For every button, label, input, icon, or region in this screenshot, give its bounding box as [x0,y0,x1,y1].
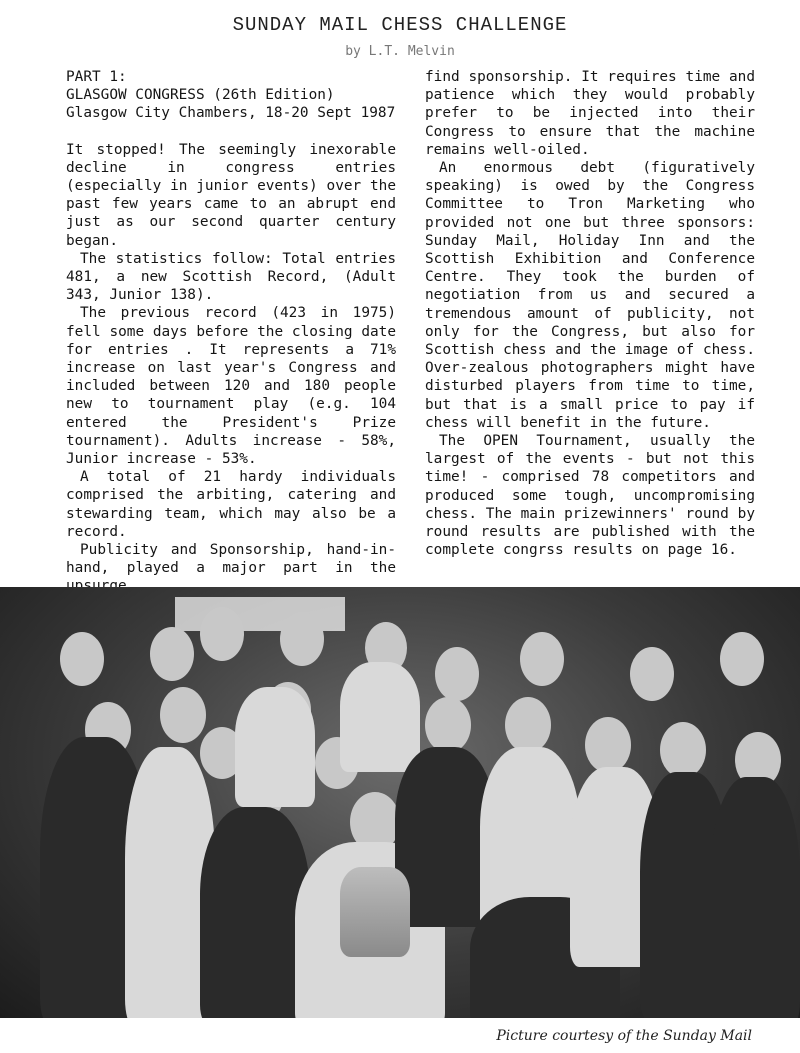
paragraph: The previous record (423 in 1975) fell some days before the closing date for entries . It represents a 71% increase on last year's Congress and included between 120 and 180 people new to tournament play (e.g. 104 entered the President's Prize tournament). Adults increase - 58%, Junior increase - 53%. [66,305,396,468]
person-head [200,607,244,661]
part-label: PART 1: [66,69,127,85]
person-head [505,697,551,753]
person-head [435,647,479,701]
person-body [710,777,800,1018]
event-name: GLASGOW CONGRESS (26th Edition) [66,87,335,104]
group-photo [0,587,800,1018]
person-head [520,632,564,686]
person-body [235,687,315,807]
paragraph: A total of 21 hardy individuals comprised the arbiting, catering and stewarding team, which may also be a record. [66,469,396,540]
person-head [60,632,104,686]
person-head [660,722,706,778]
person-head [585,717,631,773]
person-head [630,647,674,701]
person-body [340,662,420,772]
person-head [150,627,194,681]
paragraph: An enormous debt (figuratively speaking) is owed by the Congress Committee to Tron Marketing who provided not one but three sponsors: Sunday Mail, Holiday Inn and the Scottish Exhibition and Conference Centre. They took the burden of negotiation from us and secured a tremendous amount of publicity, not only for the Congress, but also for Scottish chess and the image of chess. Over-zealous photographers might have disturbed players from time to time, but that is a small price to pay if chess will benefit in the future. [425,160,755,431]
person-head [160,687,206,743]
left-column [66,68,396,632]
right-column [425,68,755,559]
byline: by L.T. Melvin [345,44,455,59]
paragraph: The statistics follow: Total entries 481, a new Scottish Record, (Adult 343, Junior 138). [66,250,396,304]
article-header [66,68,396,123]
photo-caption: Picture courtesy of the Sunday Mail [496,1028,752,1044]
person-body [200,807,310,1018]
paragraph: find sponsorship. It requires time and patience which they would probably prefer to be injected into their Congress to ensure that the machine remains well-oiled. [425,69,755,158]
person-head [280,612,324,666]
paragraph: Publicity and Sponsorship, hand-in-hand, played a major part in the [66,542,396,577]
article-title: SUNDAY MAIL CHESS CHALLENGE [232,14,568,36]
paragraph: It stopped! The seemingly inexorable decline in congress entries (especially in junior events) over the past few years came to an abrupt end just as our second quarter century began. [66,141,396,249]
person-head [720,632,764,686]
person-head [425,697,471,753]
trophy [340,867,410,957]
event-venue: Glasgow City Chambers, 18-20 Sept 1987 [66,105,396,122]
paragraph: The OPEN Tournament, usually the largest of the events - but not this time! - comprised 78 competitors and produced some tough, uncompromising chess. The main prizewinners' round by round results are published with the complete congrss results on page 16. [425,433,755,559]
